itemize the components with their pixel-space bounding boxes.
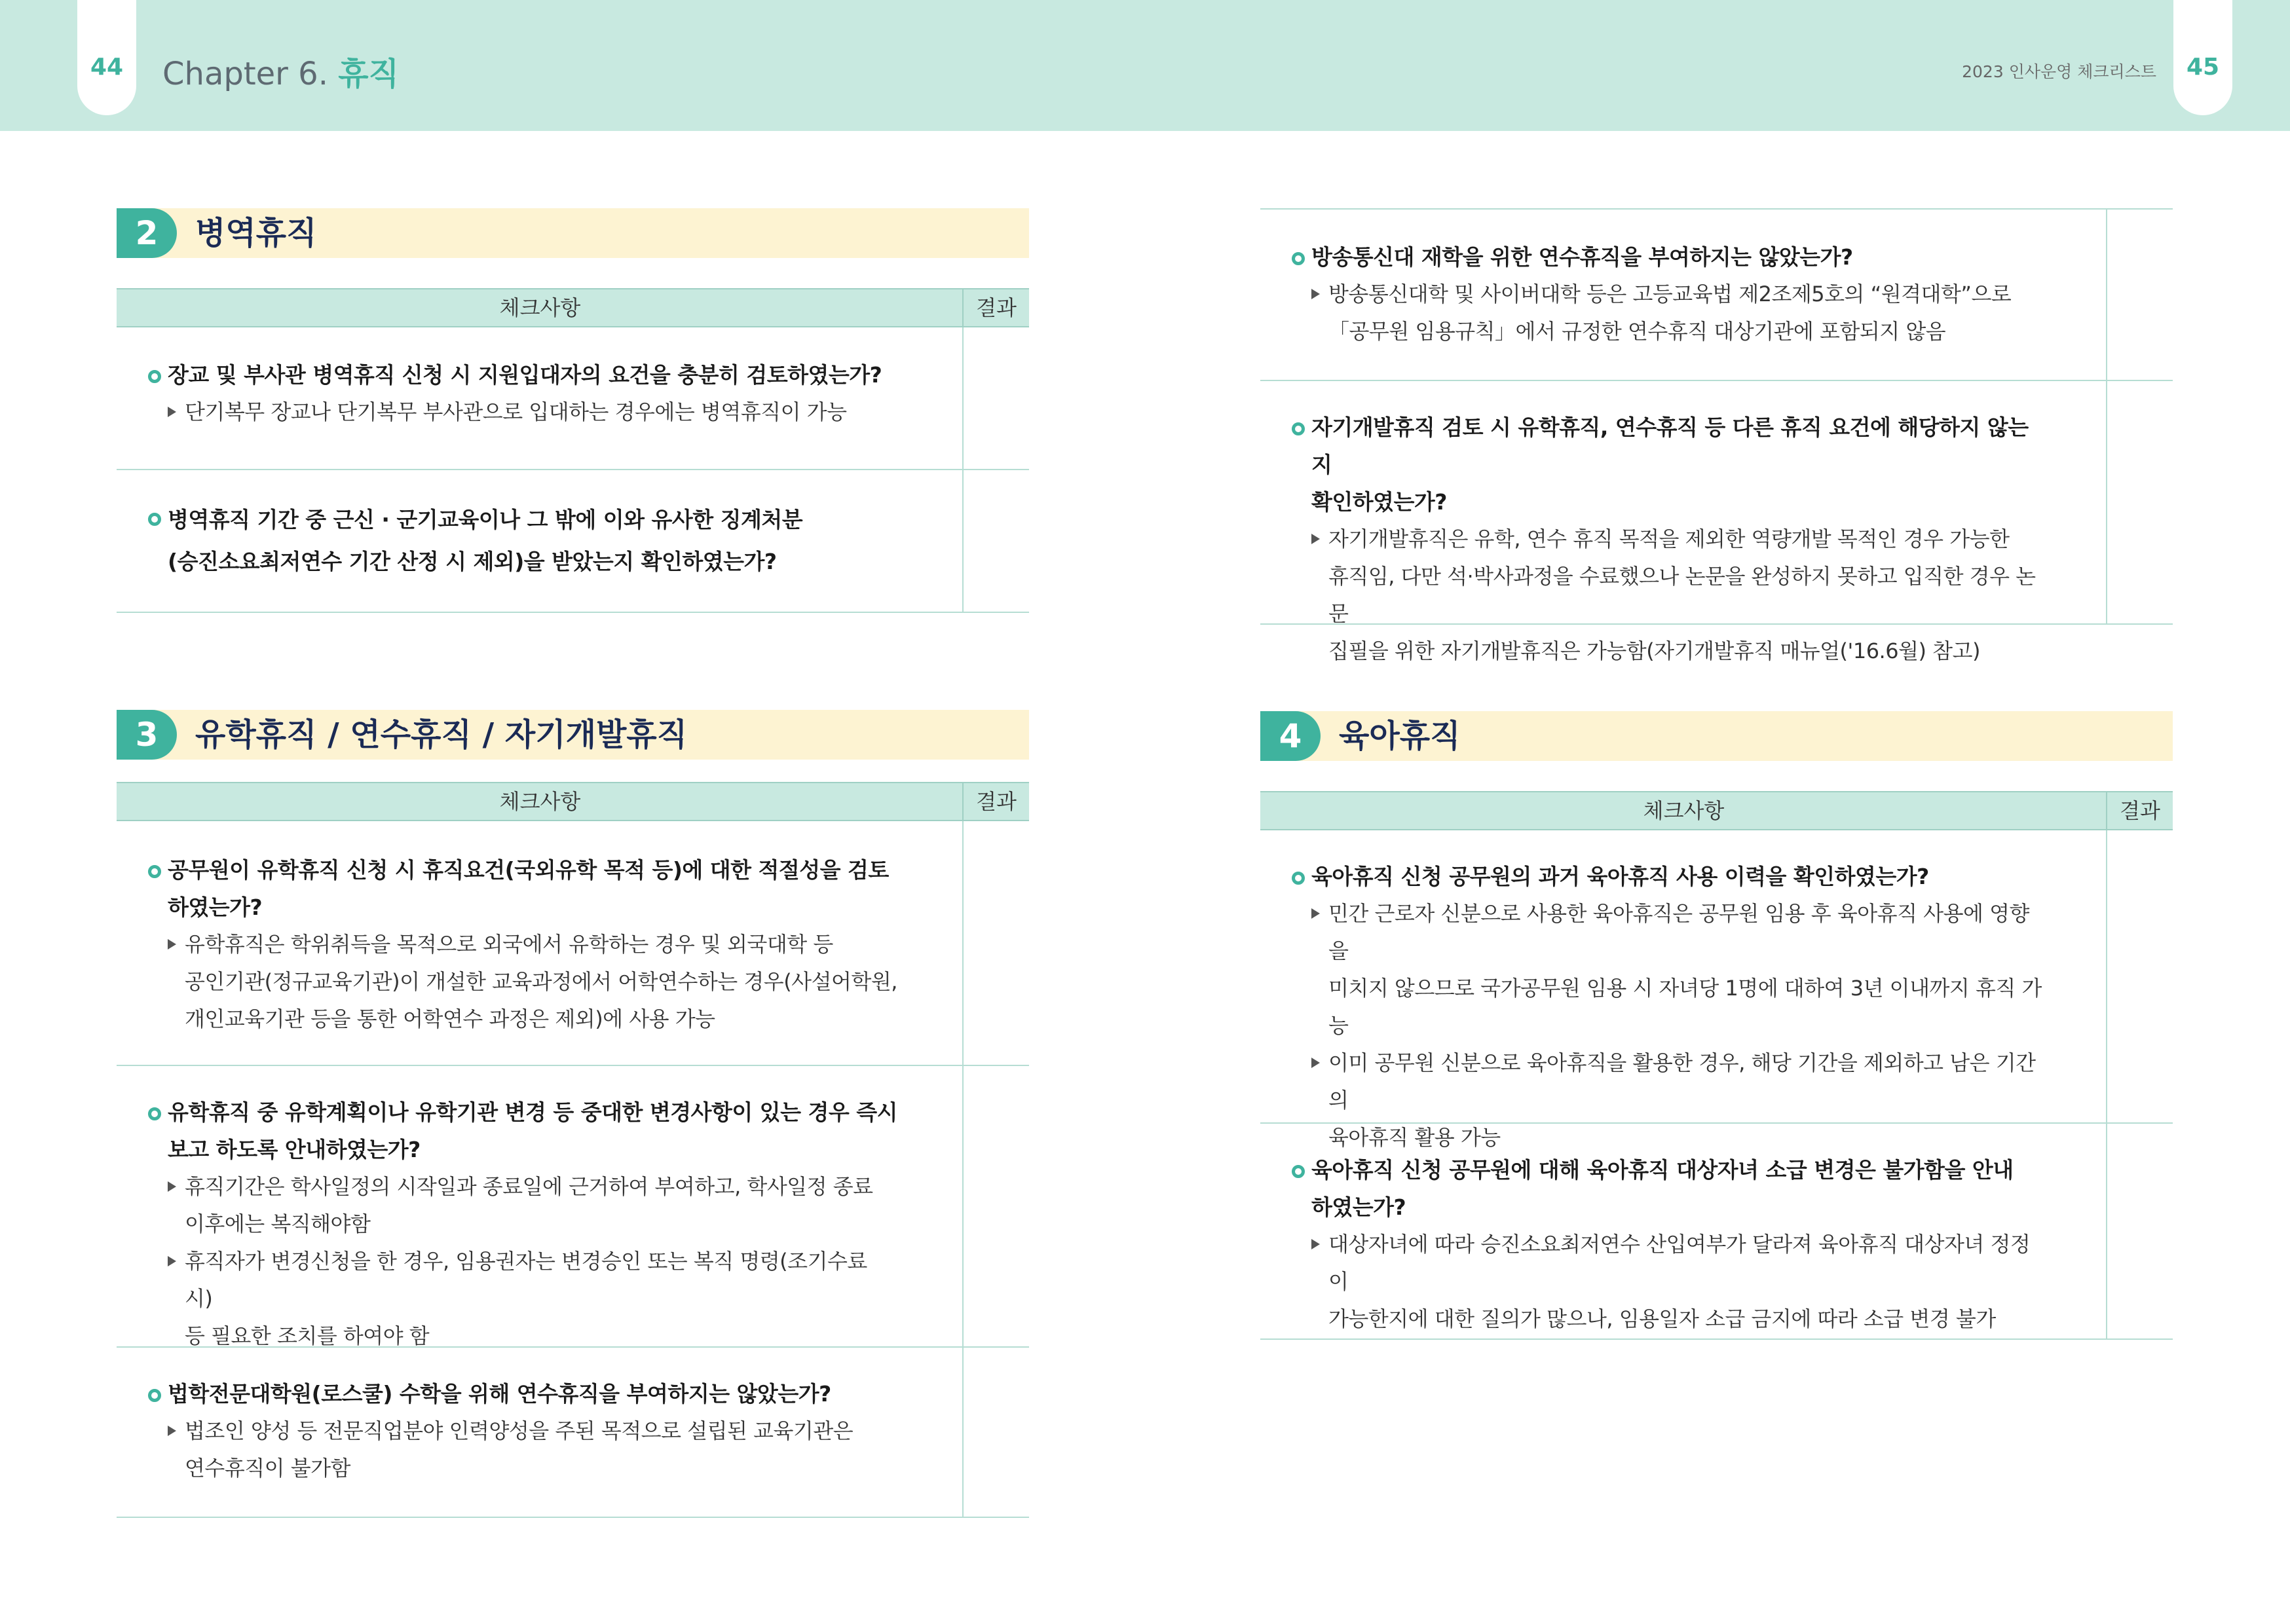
result-header: 결과: [962, 783, 1029, 820]
right-page-number: 45: [2186, 54, 2220, 81]
question-line: 보고 하도록 안내하였는가?: [168, 1137, 421, 1162]
check-header: 체크사항: [499, 295, 581, 320]
check-header: 체크사항: [1643, 798, 1725, 823]
table-header: [1260, 791, 2173, 830]
table-row: [117, 821, 1029, 1066]
section-title: 육아휴직: [1339, 718, 1461, 754]
chapter-heading: [162, 48, 399, 94]
note-line: 자기개발휴직은 유학, 연수 휴직 목적을 제외한 역량개발 목적인 경우 가능한: [1328, 526, 2010, 551]
question-line: 육아휴직 신청 공무원의 과거 육아휴직 사용 이력을 확인하였는가?: [1311, 864, 1929, 889]
check-note: [168, 1168, 898, 1243]
question-line: 병역휴직 기간 중 근신 · 군기교육이나 그 밖에 이와 유사한 징계처분: [168, 507, 803, 532]
result-cell: [2106, 830, 2107, 1122]
check-item: [1292, 409, 2042, 670]
note-line: 단기복무 장교나 단기복무 부사관으로 입대하는 경우에는 병역휴직이 가능: [185, 399, 847, 424]
note-line: 유학휴직은 학위취득을 목적으로 외국에서 유학하는 경우 및 외국대학 등: [185, 932, 833, 957]
chapter-label: Chapter 6.: [162, 56, 328, 92]
section4-heading: [1260, 711, 2173, 761]
note-line: 공인기관(정규교육기관)이 개설한 교육과정에서 어학연수하는 경우(사설어학원,: [185, 969, 897, 994]
book-title: 2023 인사운영 체크리스트: [1962, 62, 2156, 81]
result-cell: [962, 1066, 964, 1346]
check-item: [148, 499, 898, 583]
section-number: 2: [117, 208, 177, 258]
section3-table: [117, 782, 1029, 1518]
chapter-title: 휴직: [338, 56, 399, 92]
note-line: 이후에는 복직해야함: [185, 1211, 371, 1236]
note-line: 휴직자가 변경신청을 한 경우, 임용권자는 변경승인 또는 복직 명령(조기수료 시): [185, 1249, 867, 1311]
result-cell: [962, 327, 964, 469]
question-line: 방송통신대 재학을 위한 연수휴직을 부여하지는 않았는가?: [1311, 244, 1853, 270]
check-note: [1311, 521, 2042, 670]
question-line: 자기개발휴직 검토 시 유학휴직, 연수휴직 등 다른 휴직 요건에 해당하지 않는지: [1311, 415, 2029, 477]
table-row: [1260, 208, 2173, 381]
check-item: [1292, 858, 2042, 1156]
result-cell: [2106, 210, 2107, 380]
question-line: 유학휴직 중 유학계획이나 유학기관 변경 등 중대한 변경사항이 있는 경우 즉시: [168, 1099, 897, 1125]
check-item: [148, 1375, 898, 1487]
note-line: 집필을 위한 자기개발휴직은 가능함(자기개발휴직 매뉴얼('16.6월) 참고): [1328, 638, 1980, 663]
result-cell: [962, 470, 964, 612]
check-question: [148, 1375, 898, 1412]
section4-table: [1260, 791, 2173, 1331]
note-line: 연수휴직이 불가함: [185, 1456, 350, 1481]
check-header: 체크사항: [499, 789, 581, 814]
section2-table: [117, 288, 1029, 613]
left-page-tab: [77, 0, 136, 115]
result-cell: [2106, 381, 2107, 623]
table-header: [117, 288, 1029, 327]
check-note: [1311, 895, 2042, 1044]
note-line: 대상자녀에 따라 승진소요최저연수 산입여부가 달라져 육아휴직 대상자녀 정정이: [1328, 1232, 2031, 1294]
section2-heading: [117, 208, 1029, 258]
note-line: 이미 공무원 신분으로 육아휴직을 활용한 경우, 해당 기간을 제외하고 남은 기간의: [1328, 1050, 2036, 1113]
table-header: [117, 782, 1029, 821]
note-line: 미치지 않으므로 국가공무원 임용 시 자녀당 1명에 대하여 3년 이내까지 휴직 가능: [1328, 976, 2042, 1038]
check-note: [168, 394, 898, 431]
question-line: 장교 및 부사관 병역휴직 신청 시 지원입대자의 요건을 충분히 검토하였는가?: [168, 362, 882, 388]
check-question: [1292, 1151, 2042, 1226]
result-cell: [2106, 1124, 2107, 1338]
table-row: [117, 1348, 1029, 1518]
table-row: [117, 470, 1029, 613]
check-question: [148, 1094, 898, 1168]
left-page-number: 44: [90, 54, 124, 81]
note-line: 「공무원 임용규칙」에서 규정한 연수휴직 대상기관에 포함되지 않음: [1328, 319, 1946, 344]
note-line: 개인교육기관 등을 통한 어학연수 과정은 제외)에 사용 가능: [185, 1006, 715, 1031]
check-note: [1311, 276, 2042, 350]
result-header: 결과: [962, 289, 1029, 326]
question-line: 하였는가?: [1311, 1194, 1406, 1220]
check-note: [168, 1243, 898, 1355]
note-line: 휴직기간은 학사일정의 시작일과 종료일에 근거하여 부여하고, 학사일정 종료: [185, 1174, 873, 1199]
note-line: 법조인 양성 등 전문직업분야 인력양성을 주된 목적으로 설립된 교육기관은: [185, 1418, 854, 1443]
note-line: 육아휴직 활용 가능: [1328, 1125, 1501, 1150]
note-line: 민간 근로자 신분으로 사용한 육아휴직은 공무원 임용 후 육아휴직 사용에 영향을: [1328, 901, 2029, 963]
question-line: 확인하였는가?: [1311, 489, 1447, 515]
section-title: 병역휴직: [195, 215, 317, 251]
result-header: 결과: [2106, 792, 2173, 829]
check-question: [148, 851, 898, 926]
note-line: 가능한지에 대한 질의가 많으나, 임용일자 소급 금지에 따라 소급 변경 불가: [1328, 1306, 1996, 1331]
note-line: 등 필요한 조치를 하여야 함: [185, 1323, 430, 1348]
result-cell: [962, 1348, 964, 1517]
table-row: [117, 1066, 1029, 1348]
check-note: [168, 1412, 898, 1487]
question-line: 공무원이 유학휴직 신청 시 휴직요건(국외유학 목적 등)에 대한 적절성을 검토: [168, 857, 889, 883]
question-line: 육아휴직 신청 공무원에 대해 육아휴직 대상자녀 소급 변경은 불가함을 안내: [1311, 1157, 2014, 1183]
check-item: [148, 851, 898, 1038]
note-line: 방송통신대학 및 사이버대학 등은 고등교육법 제2조제5호의 “원격대학”으로: [1328, 282, 2012, 306]
table-row: [117, 327, 1029, 470]
question-line: (승진소요최저연수 기간 산정 시 제외)을 받았는지 확인하였는가?: [168, 549, 777, 574]
table-row: [1260, 1124, 2173, 1340]
check-question: [148, 499, 898, 583]
check-note: [168, 926, 898, 1038]
check-question: [1292, 238, 2042, 276]
section-title: 유학휴직 / 연수휴직 / 자기개발휴직: [195, 716, 688, 753]
section3-heading: [117, 710, 1029, 760]
continued-table: [1260, 208, 2173, 663]
note-line: 휴직임, 다만 석·박사과정을 수료했으나 논문을 완성하지 못하고 입직한 경우 논문: [1328, 564, 2036, 626]
check-item: [148, 1094, 898, 1355]
table-row: [1260, 381, 2173, 663]
section-number: 3: [117, 710, 177, 760]
check-item: [1292, 1151, 2042, 1338]
result-cell: [962, 821, 964, 1065]
right-page-tab: [2173, 0, 2232, 115]
check-note: [1311, 1226, 2042, 1338]
table-row: [1260, 830, 2173, 1150]
section-number: 4: [1260, 711, 1321, 761]
question-line: 하였는가?: [168, 895, 263, 920]
check-question: [148, 356, 898, 394]
check-question: [1292, 409, 2042, 521]
question-line: 법학전문대학원(로스쿨) 수학을 위해 연수휴직을 부여하지는 않았는가?: [168, 1381, 831, 1407]
check-question: [1292, 858, 2042, 895]
check-item: [148, 356, 898, 431]
check-item: [1292, 238, 2042, 350]
